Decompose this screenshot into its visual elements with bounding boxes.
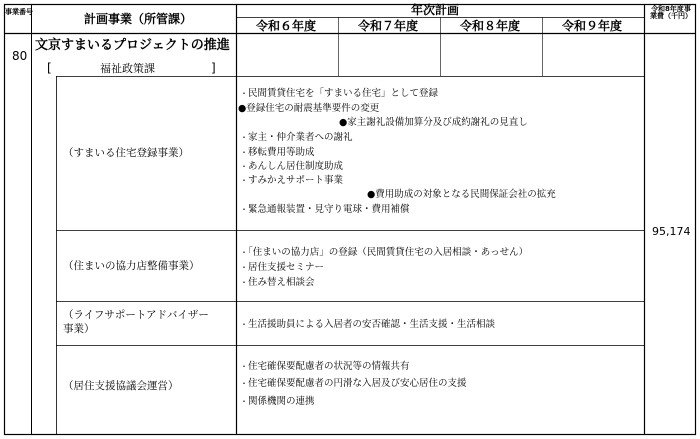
year-header-r8: 令和８年度 bbox=[460, 19, 521, 33]
item-text: 「住まいの協力店」の登録（民間賃貸住宅の入居相談・あっせん） bbox=[248, 247, 529, 258]
annual-plan-header: 年次計画 bbox=[411, 3, 460, 17]
item-text: 住み替え相談会 bbox=[248, 277, 315, 288]
department-name: 福祉政策課 bbox=[100, 62, 155, 75]
item-text: 移転費用等助成 bbox=[248, 147, 315, 158]
list-item bbox=[339, 118, 528, 128]
bullet-marker: ・ bbox=[240, 263, 248, 272]
item-text: 緊急通報装置・見守り電球・費用補償 bbox=[248, 204, 410, 215]
subproject-name: （居住支援協議会運営） bbox=[63, 380, 179, 392]
bullet-marker: ・ bbox=[240, 133, 248, 142]
year-header-r6: 令和６年度 bbox=[256, 19, 317, 33]
bullet-marker: ・ bbox=[240, 248, 248, 257]
id-column-header: 事業番号 bbox=[5, 8, 33, 16]
department-bracket-open: [ bbox=[47, 61, 52, 75]
bullet-marker: ・ bbox=[240, 148, 248, 157]
cost-column-header: 令和8年度事業費（千円） bbox=[650, 5, 692, 21]
item-text: 家主・仲介業者への謝礼 bbox=[248, 132, 353, 143]
subproject-name-line1: （ライフサポートアドバイザー bbox=[63, 309, 209, 321]
bullet-marker: ● bbox=[339, 117, 348, 128]
item-text: 関係機関の連携 bbox=[248, 396, 315, 407]
list-item bbox=[238, 104, 379, 114]
item-text: すみかえサポート事業 bbox=[248, 175, 344, 186]
list-item bbox=[240, 278, 315, 288]
bullet-marker: ・ bbox=[240, 205, 248, 214]
item-text: 費用助成の対象となる民間保証会社の拡充 bbox=[375, 189, 556, 200]
subproject-name-line2: 事業） bbox=[63, 323, 95, 335]
item-text: 生活援助員による入居者の安否確認・生活支援・生活相談 bbox=[248, 319, 496, 330]
bullet-marker: ・ bbox=[240, 176, 248, 185]
project-number: 80 bbox=[12, 49, 28, 63]
bullet-marker: ● bbox=[367, 189, 376, 200]
list-item bbox=[240, 89, 438, 99]
item-text: 住宅確保要配慮者の円滑な入居及び安心居住の支援 bbox=[248, 378, 467, 389]
department-bracket-close: ] bbox=[211, 61, 216, 75]
bullet-marker: ・ bbox=[240, 397, 248, 406]
plan-column-header: 計画事業（所管課） bbox=[84, 12, 193, 26]
bullet-marker: ・ bbox=[240, 278, 248, 287]
project-cost: 95,174 bbox=[652, 225, 691, 238]
item-text: 登録住宅の耐震基準要件の変更 bbox=[246, 103, 380, 114]
list-item bbox=[240, 263, 324, 273]
item-text: 民間賃貸住宅を「すまいる住宅」として登録 bbox=[248, 88, 439, 99]
item-text: あんしん居住制度助成 bbox=[248, 161, 344, 172]
list-item bbox=[240, 248, 528, 258]
list-item bbox=[240, 397, 315, 407]
bullet-marker: ・ bbox=[240, 162, 248, 171]
year-header-r9: 令和９年度 bbox=[562, 19, 623, 33]
item-text: 居住支援セミナー bbox=[248, 262, 325, 273]
list-item bbox=[240, 176, 343, 186]
list-item bbox=[240, 133, 353, 143]
bullet-marker: ・ bbox=[240, 379, 248, 388]
subproject-name: （住まいの協力店整備事業） bbox=[63, 260, 200, 272]
bullet-marker: ・ bbox=[240, 89, 248, 98]
list-item bbox=[240, 320, 495, 330]
list-item bbox=[240, 205, 410, 215]
list-item bbox=[240, 362, 410, 372]
list-item bbox=[240, 162, 343, 172]
item-text: 家主謝礼設備加算分及び成約謝礼の見直し bbox=[347, 117, 528, 128]
bullet-marker: ・ bbox=[240, 320, 248, 329]
subproject-name: （すまいる住宅登録事業） bbox=[63, 147, 189, 159]
list-item bbox=[240, 148, 315, 158]
bullet-marker: ・ bbox=[240, 362, 248, 371]
year-header-r7: 令和７年度 bbox=[358, 19, 419, 33]
list-item bbox=[240, 379, 467, 389]
list-item bbox=[367, 190, 556, 200]
item-text: 住宅確保要配慮者の状況等の情報共有 bbox=[248, 361, 410, 372]
bullet-marker: ● bbox=[238, 103, 247, 114]
project-title: 文京すまいるプロジェクトの推進 bbox=[35, 38, 230, 53]
